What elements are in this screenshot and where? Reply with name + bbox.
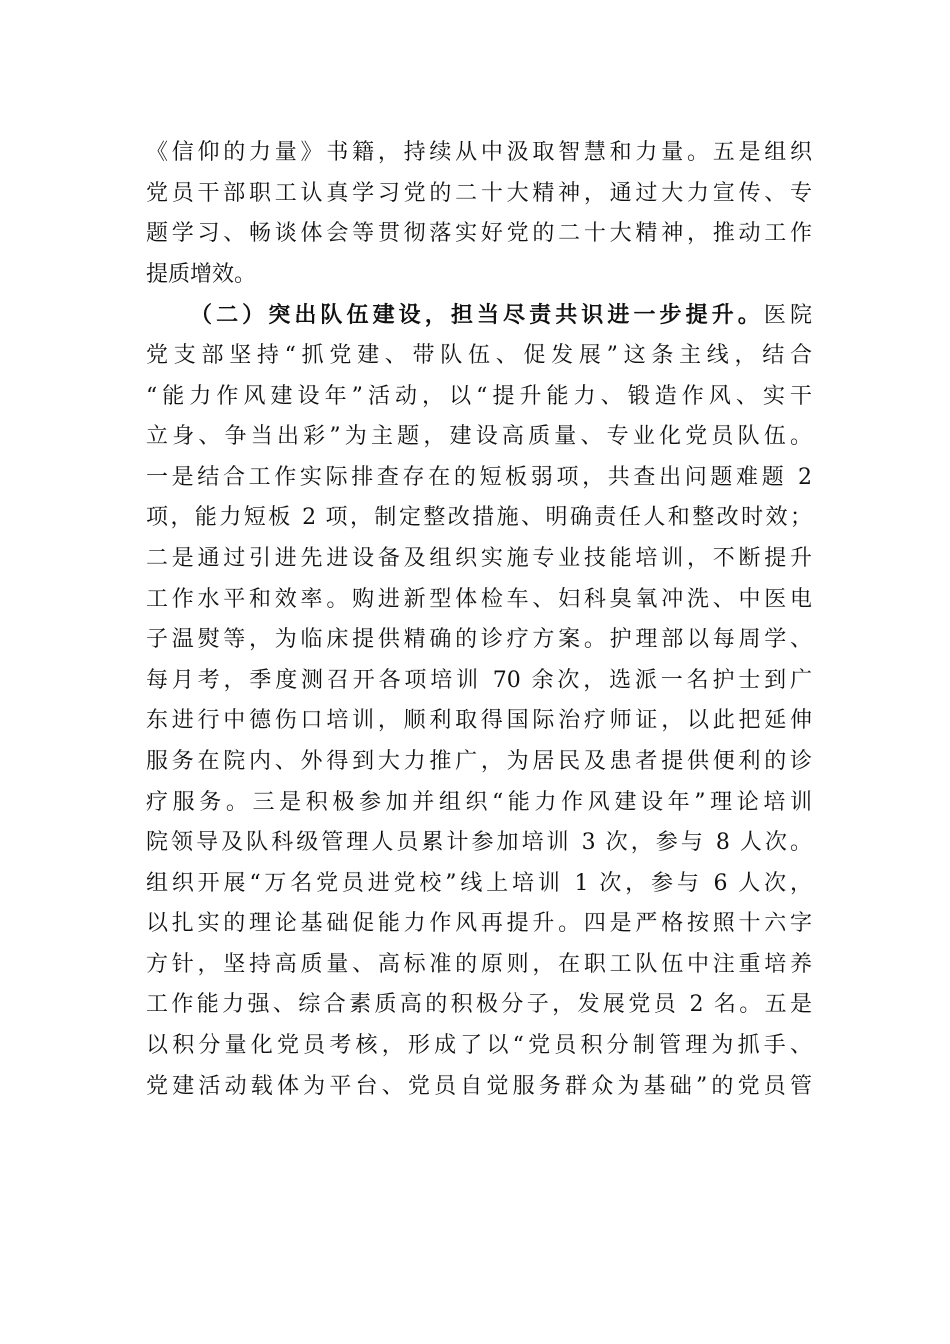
paragraph-line: 一是结合工作实际排查存在的短板弱项，共查出问题难题 2 — [146, 464, 812, 490]
paragraph-line: 项，能力短板 2 项，制定整改措施、明确责任人和整改时效； — [146, 505, 812, 531]
paragraph-line: 二是通过引进先进设备及组织实施专业技能培训，不断提升 — [146, 545, 812, 571]
paragraph-line: 以扎实的理论基础促能力作风再提升。四是严格按照十六字 — [146, 911, 812, 937]
paragraph-line: 提质增效。 — [146, 261, 257, 287]
paragraph-line: “能力作风建设年”活动，以“提升能力、锻造作风、实干 — [146, 383, 812, 409]
paragraph-line: 工作能力强、综合素质高的积极分子，发展党员 2 名。五是 — [146, 992, 812, 1018]
paragraph-line: 组织开展“万名党员进党校”线上培训 1 次，参与 6 人次， — [146, 870, 812, 896]
paragraph-line: 《信仰的力量》书籍，持续从中汲取智慧和力量。五是组织 — [146, 140, 812, 165]
paragraph-line: 方针，坚持高质量、高标准的原则，在职工队伍中注重培养 — [146, 951, 812, 977]
paragraph-line: 以积分量化党员考核，形成了以“党员积分制管理为抓手、 — [146, 1033, 812, 1059]
section-heading-line — [146, 295, 812, 336]
paragraph-line: 工作水平和效率。购进新型体检车、妇科臭氧冲洗、中医电 — [146, 586, 812, 612]
paragraph-line: 疗服务。三是积极参加并组织“能力作风建设年”理论培训 — [146, 789, 812, 815]
paragraph-line: 党支部坚持“抓党建、带队伍、促发展”这条主线，结合 — [146, 342, 812, 368]
paragraph-line: 党建活动载体为平台、党员自觉服务群众为基础”的党员管 — [146, 1073, 812, 1099]
paragraph-line: 立身、争当出彩”为主题，建设高质量、专业化党员队伍。 — [146, 424, 812, 450]
paragraph-line: 子温熨等，为临床提供精确的诊疗方案。护理部以每周学、 — [146, 627, 812, 653]
paragraph-line: 题学习、畅谈体会等贯彻落实好党的二十大精神，推动工作 — [146, 221, 812, 247]
paragraph-line: 每月考，季度测召开各项培训 70 余次，选派一名护士到广 — [146, 667, 812, 693]
paragraph-line: 服务在院内、外得到大力推广，为居民及患者提供便利的诊 — [146, 748, 812, 774]
heading-line-rest: 医院 — [763, 303, 812, 329]
section-heading: （二）突出队伍建设，担当尽责共识进一步提升。 — [190, 302, 764, 329]
document-body — [146, 133, 812, 1107]
paragraph-line: 院领导及队科级管理人员累计参加培训 3 次，参与 8 人次。 — [146, 830, 812, 856]
paragraph-line: 党员干部职工认真学习党的二十大精神，通过大力宣传、专 — [146, 180, 812, 206]
paragraph-line: 东进行中德伤口培训，顺利取得国际治疗师证，以此把延伸 — [146, 708, 812, 734]
